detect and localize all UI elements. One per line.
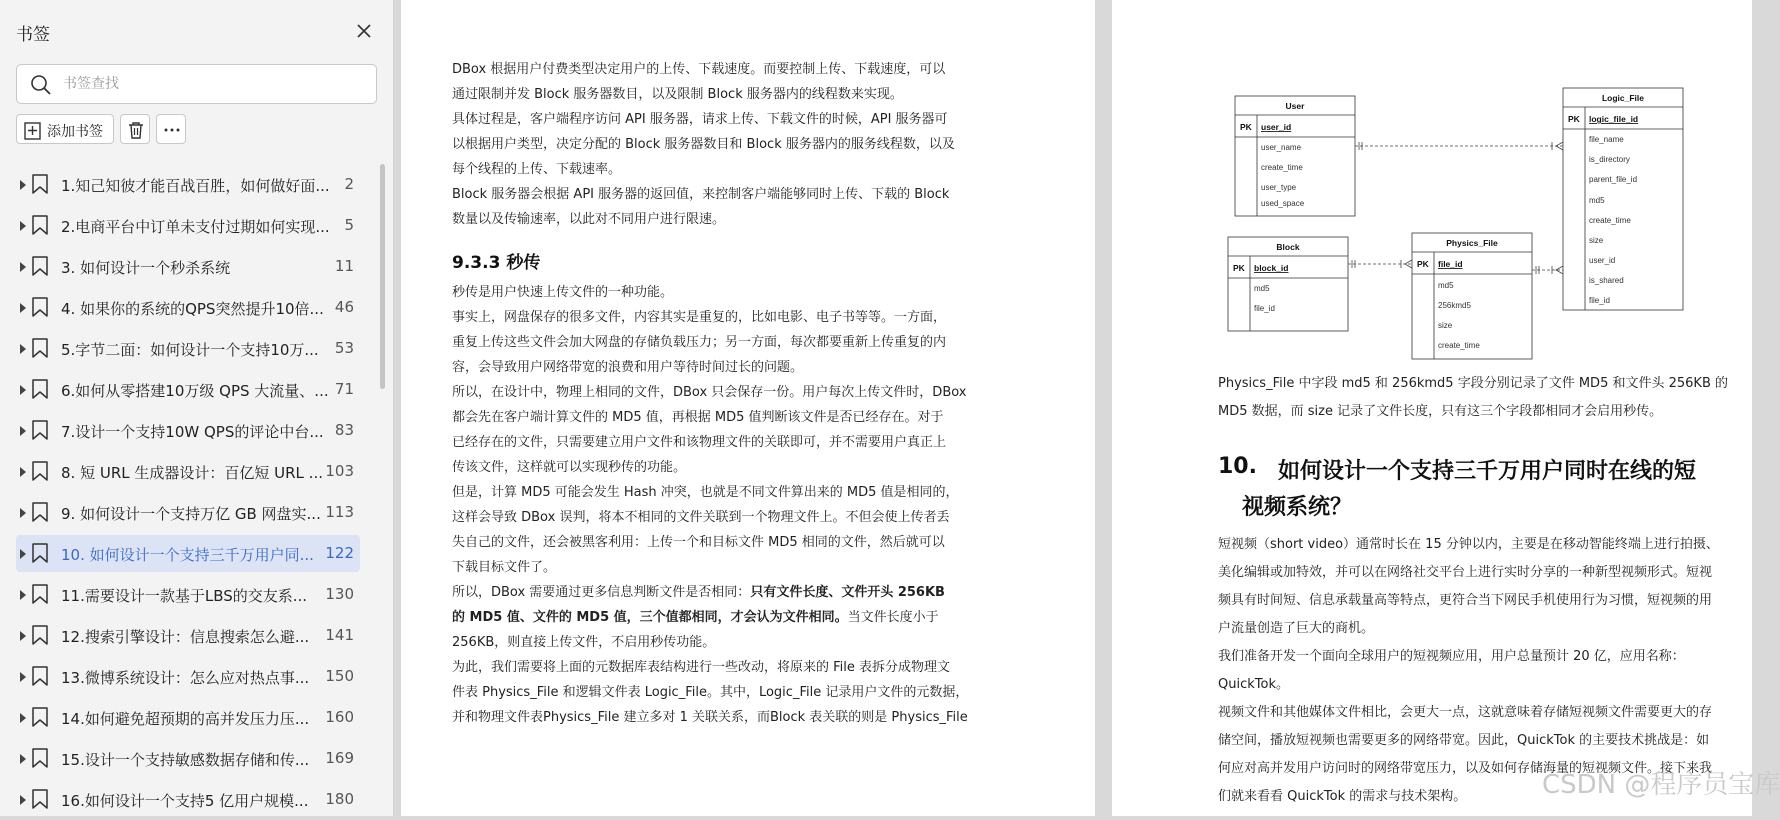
bookmark-icon [31, 665, 49, 691]
bookmark-search-input[interactable] [63, 65, 363, 103]
er-table-title: User [1285, 101, 1305, 111]
bookmark-icon [31, 419, 49, 445]
er-field: is_shared [1589, 276, 1624, 285]
er-field: size [1438, 321, 1453, 330]
bookmark-page-number: 53 [334, 339, 354, 357]
bookmark-icon [31, 214, 49, 240]
bookmark-title: 3. 如何设计一个秒杀系统 [61, 259, 231, 277]
er-field: md5 [1254, 284, 1270, 293]
bookmark-item[interactable] [0, 410, 372, 451]
bookmark-page-number: 2 [344, 175, 354, 193]
paragraph-line: 容，会导致用户网络带宽的浪费和用户等待时间过长的问题。 [452, 360, 804, 375]
paragraph-line [452, 606, 939, 625]
document-page-right [1112, 0, 1752, 816]
er-field: md5 [1589, 196, 1605, 205]
bookmark-item[interactable] [0, 656, 372, 697]
er-table-physics-file [1412, 233, 1532, 359]
paragraph-line: 通过限制并发 Block 服务器数目，以及限制 Block 服务器内的线程数来实现。 [452, 87, 903, 102]
paragraph-line: 何应对高并发用户访问时的网络带宽压力，以及如何存储海量的短视频文件。接下来我 [1218, 761, 1713, 776]
paragraph-line: 频具有时间短、信息承载量高等特点，更符合当下网民手机使用行为习惯，短视频的用 [1218, 593, 1713, 608]
bookmark-title: 6.如何从零搭建10万级 QPS 大流量、... [61, 382, 329, 400]
bookmark-search-box[interactable] [16, 64, 377, 104]
bookmark-title: 7.设计一个支持10W QPS的评论中台... [61, 423, 324, 441]
er-key-field: user_id [1261, 122, 1292, 132]
er-table-block [1228, 237, 1348, 331]
bookmark-title: 5.字节二面：如何设计一个支持10万... [61, 341, 319, 359]
er-field: 256kmd5 [1438, 301, 1471, 310]
paragraph-line: 为此，我们需要将上面的元数据库表结构进行一些改动，将原来的 File 表拆分成物理文 [452, 660, 951, 675]
figure-caption-line: MD5 数据，而 size 记录了文件长度，只有这三个字段都相同才会启用秒传。 [1218, 404, 1663, 419]
bookmark-item[interactable] [0, 779, 372, 820]
er-field: user_name [1261, 143, 1302, 152]
bookmark-icon [31, 337, 49, 363]
bookmark-title: 14.如何避免超预期的高并发压力压... [61, 710, 310, 728]
bookmark-page-number: 122 [325, 544, 354, 562]
bookmark-title: 13.微博系统设计：怎么应对热点事... [61, 669, 310, 687]
bookmark-page-number: 150 [325, 667, 354, 685]
expand-arrow-icon[interactable] [20, 426, 26, 436]
expand-arrow-icon[interactable] [20, 262, 26, 272]
paragraph-line: 失自己的文件，还会被黑客利用：上传一个和目标文件 MD5 相同的文件，然后就可以 [452, 535, 945, 550]
bookmark-page-number: 141 [325, 626, 354, 644]
bookmark-item[interactable] [0, 738, 372, 779]
expand-arrow-icon[interactable] [20, 590, 26, 600]
chapter-heading-number: 10. [1218, 454, 1257, 479]
add-bookmark-label: 添加书签 [47, 124, 103, 140]
watermark: CSDN @程序员宝库 [1542, 770, 1780, 800]
section-heading: 9.3.3 秒传 [452, 253, 541, 273]
er-pk-label: PK [1233, 263, 1245, 273]
text-run: 所以，DBox 需要通过更多信息判断文件是否相同： [452, 585, 751, 600]
paragraph-line: 美化编辑或加特效，并可以在网络社交平台上进行实时分享的一种新型视频形式。短视 [1218, 565, 1713, 580]
expand-arrow-icon[interactable] [20, 795, 26, 805]
er-field: md5 [1438, 281, 1454, 290]
bookmark-icon [31, 747, 49, 773]
bookmark-item[interactable] [0, 287, 372, 328]
bookmark-item[interactable] [0, 205, 372, 246]
paragraph-line: 每个线程的上传、下载速率。 [452, 162, 622, 177]
paragraph-line: 但是，计算 MD5 可能会发生 Hash 冲突，也就是不同文件算出来的 MD5 值是相同的， [452, 485, 959, 500]
er-table-logic-file [1563, 88, 1683, 310]
paragraph-line: 储空间，播放短视频也需要更多的网络带宽。因此，QuickTok 的主要技术挑战是：如 [1218, 733, 1710, 748]
bookmark-item[interactable] [0, 533, 372, 574]
figure-caption-line: Physics_File 中字段 md5 和 256kmd5 字段分别记录了文件 MD5 和文件头 256KB 的 [1218, 376, 1728, 391]
bookmark-panel-header [16, 16, 377, 46]
er-key-field: logic_file_id [1589, 114, 1639, 124]
bold-text-run: 的 MD5 值、文件的 MD5 值，三个值都相同，才会认为文件相同。 [452, 610, 848, 625]
er-key-field: file_id [1438, 259, 1463, 269]
er-diagram [1112, 0, 1752, 360]
bookmark-page-number: 11 [334, 257, 354, 275]
paragraph-line: Block 服务器会根据 API 服务器的返回值，来控制客户端能够同时上传、下载的 Block [452, 187, 950, 202]
add-bookmark-icon [23, 121, 43, 141]
paragraph-line: 们就来看看 QuickTok 的需求与技术架构。 [1218, 789, 1467, 804]
bookmark-icon [31, 501, 49, 527]
bookmark-item[interactable] [0, 451, 372, 492]
bookmark-item[interactable] [0, 574, 372, 615]
paragraph-line: DBox 根据用户付费类型决定用户的上传、下载速度。而要控制上传、下载速度，可以 [452, 62, 946, 77]
bookmark-item[interactable] [0, 369, 372, 410]
bookmark-panel [0, 0, 394, 816]
bookmark-page-number: 46 [334, 298, 354, 316]
paragraph-line: 重复上传这些文件会加大网盘的存储负载压力；另一方面，每次都要重新上传重复的内 [452, 335, 947, 350]
bookmark-title: 11.需要设计一款基于LBS的交友系... [61, 587, 308, 605]
paragraph-line: 件表 Physics_File 和逻辑文件表 Logic_File。其中，Logic_File 记录用户文件的元数据， [452, 685, 969, 700]
bold-text-run: 只有文件长度、文件开头 256KB [750, 585, 945, 600]
expand-arrow-icon[interactable] [20, 467, 26, 477]
paragraph-line: 事实上，网盘保存的很多文件，内容其实是重复的，比如电影、电子书等等。一方面， [452, 310, 947, 325]
bookmark-icon [31, 255, 49, 281]
delete-bookmark-button[interactable] [120, 114, 150, 144]
paragraph-line: 以根据用户类型，决定分配的 Block 服务器数目和 Block 服务器内的服务线程数，以及 [452, 137, 955, 152]
er-field: file_id [1254, 304, 1275, 313]
paragraph-line: 已经存在的文件，只需要建立用户文件和该物理文件的关联即可，并不需要用户真正上 [452, 435, 947, 450]
paragraph-line: 我们准备开发一个面向全球用户的短视频应用，用户总量预计 20 亿，应用名称： [1218, 649, 1685, 664]
expand-arrow-icon[interactable] [20, 385, 26, 395]
bookmark-page-number: 160 [325, 708, 354, 726]
er-pk-label: PK [1240, 122, 1252, 132]
er-table-title: Physics_File [1446, 238, 1498, 248]
bookmark-page-number: 71 [334, 380, 354, 398]
bookmark-title: 2.电商平台中订单未支付过期如何实现... [61, 218, 330, 236]
expand-arrow-icon[interactable] [20, 672, 26, 682]
expand-arrow-icon[interactable] [20, 221, 26, 231]
paragraph-line: 256KB，则直接上传文件，不启用秒传功能。 [452, 635, 716, 650]
expand-arrow-icon[interactable] [20, 508, 26, 518]
expand-arrow-icon[interactable] [20, 754, 26, 764]
bookmark-item[interactable] [0, 697, 372, 738]
bookmark-title: 1.知己知彼才能百战百胜，如何做好面... [61, 177, 330, 195]
bookmark-item[interactable] [0, 164, 372, 205]
bookmark-page-number: 5 [344, 216, 354, 234]
er-pk-label: PK [1568, 114, 1580, 124]
bookmark-page-number: 113 [325, 503, 354, 521]
bookmark-item[interactable] [0, 246, 372, 287]
bookmark-list [0, 164, 372, 820]
bookmark-title: 15.设计一个支持敏感数据存储和传... [61, 751, 310, 769]
trash-icon [126, 120, 146, 140]
bookmark-list-scrollbar[interactable] [380, 164, 385, 389]
bookmark-icon [31, 460, 49, 486]
text-run: 当文件长度小于 [847, 610, 939, 625]
paragraph-line: 这样会导致 DBox 误判，将本不相同的文件关联到一个物理文件上。不但会使上传者丢 [452, 510, 950, 525]
close-icon[interactable] [351, 18, 377, 44]
bookmark-item[interactable] [0, 328, 372, 369]
expand-arrow-icon[interactable] [20, 180, 26, 190]
bookmark-title: 9. 如何设计一个支持万亿 GB 网盘实... [61, 505, 321, 523]
er-field: parent_file_id [1589, 175, 1638, 184]
bookmark-icon [31, 706, 49, 732]
bookmark-icon [31, 296, 49, 322]
er-field: file_id [1589, 296, 1610, 305]
expand-arrow-icon[interactable] [20, 344, 26, 354]
more-options-button[interactable] [156, 114, 186, 144]
bookmark-title: 16.如何设计一个支持5 亿用户规模... [61, 792, 309, 810]
paragraph-line: 具体过程是，客户端程序访问 API 服务器，请求上传、下载文件的时候，API 服务器可 [452, 112, 948, 127]
bookmark-panel-title: 书签 [16, 25, 50, 45]
bookmark-page-number: 83 [334, 421, 354, 439]
er-field: file_name [1589, 135, 1624, 144]
bookmark-title: 8. 短 URL 生成器设计：百亿短 URL ... [61, 464, 323, 482]
bookmark-title: 10. 如何设计一个支持三千万用户同... [61, 546, 314, 564]
bookmark-icon [31, 624, 49, 650]
bookmark-page-number: 180 [325, 790, 354, 808]
bookmark-icon [31, 788, 49, 814]
paragraph-line: 传该文件，这样就可以实现秒传的功能。 [452, 460, 687, 475]
er-field: user_id [1589, 256, 1616, 265]
chapter-heading: 视频系统？ [1242, 495, 1353, 520]
more-icon [162, 120, 182, 140]
chapter-heading: 如何设计一个支持三千万用户同时在线的短 [1278, 459, 1697, 484]
er-field: user_type [1261, 183, 1297, 192]
paragraph-line: 秒传是用户快速上传文件的一种功能。 [452, 285, 674, 300]
er-table-title: Block [1276, 242, 1300, 252]
paragraph-line: 短视频（short video）通常时长在 15 分钟以内，主要是在移动智能终端上进行拍摄、 [1218, 537, 1719, 552]
er-field: create_time [1589, 216, 1631, 225]
er-pk-label: PK [1417, 259, 1429, 269]
paragraph-line [452, 581, 945, 600]
bookmark-item[interactable] [0, 615, 372, 656]
bookmark-icon [31, 378, 49, 404]
document-page-left [401, 0, 1095, 816]
search-icon [29, 73, 53, 97]
er-table-user [1235, 96, 1355, 216]
bookmark-title: 4. 如果你的系统的QPS突然提升10倍... [61, 300, 324, 318]
er-key-field: block_id [1254, 263, 1289, 273]
paragraph-line: 下载目标文件了。 [452, 560, 557, 575]
er-field: create_time [1261, 163, 1303, 172]
er-field: is_directory [1589, 155, 1630, 164]
bookmark-page-number: 169 [325, 749, 354, 767]
paragraph-line: 视频文件和其他媒体文件相比，会更大一点，这就意味着存储短视频文件需要更大的存 [1218, 705, 1713, 720]
expand-arrow-icon[interactable] [20, 549, 26, 559]
bookmark-item[interactable] [0, 492, 372, 533]
paragraph-line: 并和物理文件表Physics_File 建立多对 1 关联关系，而Block 表关联的则是 Physics_File [452, 710, 968, 725]
bookmark-icon [31, 173, 49, 199]
paragraph-line: 数量以及传输速率，以此对不同用户进行限速。 [452, 212, 726, 227]
bookmark-page-number: 103 [325, 462, 354, 480]
bookmark-icon [31, 542, 49, 568]
bookmark-icon [31, 583, 49, 609]
paragraph-line: 户流量创造了巨大的商机。 [1218, 621, 1375, 636]
add-bookmark-button[interactable] [16, 114, 114, 144]
er-table-title: Logic_File [1601, 93, 1645, 103]
er-field: used_space [1261, 199, 1305, 208]
paragraph-line: 所以，在设计中，物理上相同的文件，DBox 只会保存一份。用户每次上传文件时，DBox [452, 385, 967, 400]
paragraph-line: 都会先在客户端计算文件的 MD5 值，再根据 MD5 值判断该文件是否已经存在。对于 [452, 410, 944, 425]
expand-arrow-icon[interactable] [20, 631, 26, 641]
expand-arrow-icon[interactable] [20, 713, 26, 723]
bookmark-title: 12.搜索引擎设计：信息搜索怎么避... [61, 628, 310, 646]
er-field: size [1589, 236, 1604, 245]
bookmark-page-number: 130 [325, 585, 354, 603]
paragraph-line: QuickTok。 [1218, 677, 1289, 692]
expand-arrow-icon[interactable] [20, 303, 26, 313]
er-field: create_time [1438, 341, 1480, 350]
